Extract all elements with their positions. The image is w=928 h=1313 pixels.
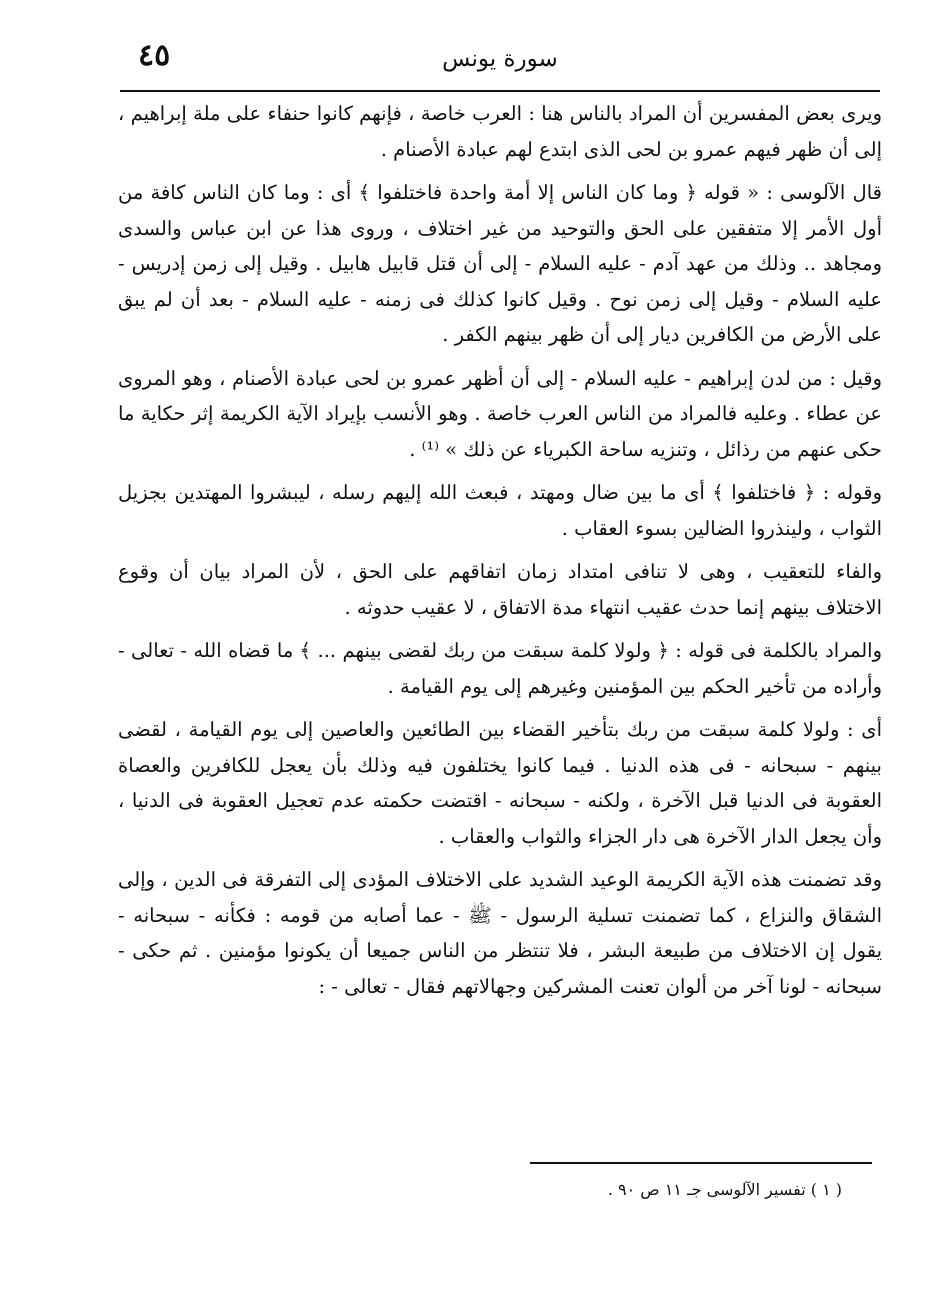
paragraph: وقيل : من لدن إبراهيم - عليه السلام - إلى أن أظهر عمرو بن لحى عبادة الأصنام ، وهو المروى عن عطاء . وعليه فالمراد من الناس العرب خاصة . وهو الأنسب بإيراد الآية الكريمة إثر حكاية ما حكى عنهم من رذائل ، وتنزيه ساحة الكبرياء عن ذلك » ⁽¹⁾ . <box>118 366 882 461</box>
surah-title: سورة يونس <box>442 46 558 72</box>
paragraph: قال الآلوسى : « قوله ﴿ وما كان الناس إلا أمة واحدة فاختلفوا ﴾ أى : وما كان الناس كافة من أول الأمر إلا متفقين على الحق والتوحيد من غير اختلاف ، وروى هذا عن ابن عباس والسدى ومجاهد .. وذلك من عهد آدم - عليه السلام - إلى أن قتل قابيل هابيل . وقيل إلى زمن إدريس - عليه السلام - وقيل إلى زمن نوح . وقيل كانوا كذلك فى زمنه - عليه السلام - بعد أن لم يبق على الأرض من الكافرين ديار إلى أن ظهر بينهم الكفر . <box>118 181 882 346</box>
paragraph: أى : ولولا كلمة سبقت من ربك بتأخير القضاء بين الطائعين والعاصين إلى يوم القيامة ، لقضى بينهم - سبحانه - فى هذه الدنيا . فيما كانوا يختلفون فيه وذلك بأن يعجل للكافرين والعصاة العقوبة فى الدنيا قبل الآخرة ، ولكنه - سبحانه - اقتضت حكمته عدم تعجيل العقوبة فى الدنيا ، وأن يجعل الدار الآخرة هى دار الجزاء والثواب والعقاب . <box>118 718 882 848</box>
paragraph: والمراد بالكلمة فى قوله : ﴿ ولولا كلمة سبقت من ربك لقضى بينهم ... ﴾ ما قضاه الله - تعالى - وأراده من تأخير الحكم بين المؤمنين وغيرهم إلى يوم القيامة . <box>118 639 882 698</box>
page-number: ٤٥ <box>138 38 171 73</box>
main-text <box>118 96 882 1012</box>
header-divider <box>120 90 880 92</box>
footnote-divider <box>530 1162 872 1164</box>
paragraph: والفاء للتعقيب ، وهى لا تنافى امتداد زمان اتفاقهم على الحق ، لأن المراد بيان أن وقوع الاختلاف بينهم إنما حدث عقيب انتهاء مدة الاتفاق ، لا عقيب حدوثه . <box>118 560 882 619</box>
paragraph: وقد تضمنت هذه الآية الكريمة الوعيد الشديد على الاختلاف المؤدى إلى التفرقة فى الدين ، وإلى الشقاق والنزاع ، كما تضمنت تسلية الرسول - ﷺ - عما أصابه من قومه : فكأنه - سبحانه - يقول إن الاختلاف من طبيعة البشر ، فلا تنتظر من الناس جميعا أن يكونوا مؤمنين . ثم حكى - سبحانه - لونا آخر من ألوان تعنت المشركين وجهالاتهم فقال - تعالى - : <box>118 868 882 998</box>
paragraph: وقوله : ﴿ فاختلفوا ﴾ أى ما بين ضال ومهتد ، فبعث الله إليهم رسله ، ليبشروا المهتدين بجزيل الثواب ، ولينذروا الضالين بسوء العقاب . <box>118 481 882 540</box>
paragraph: ويرى بعض المفسرين أن المراد بالناس هنا : العرب خاصة ، فإنهم كانوا حنفاء على ملة إبراهيم ، إلى أن ظهر فيهم عمرو بن لحى الذى ابتدع لهم عبادة الأصنام . <box>118 102 882 161</box>
footnote: ( ١ ) تفسير الآلوسى جـ ١١ ص ٩٠ . <box>607 1180 842 1199</box>
page-header <box>120 30 880 90</box>
